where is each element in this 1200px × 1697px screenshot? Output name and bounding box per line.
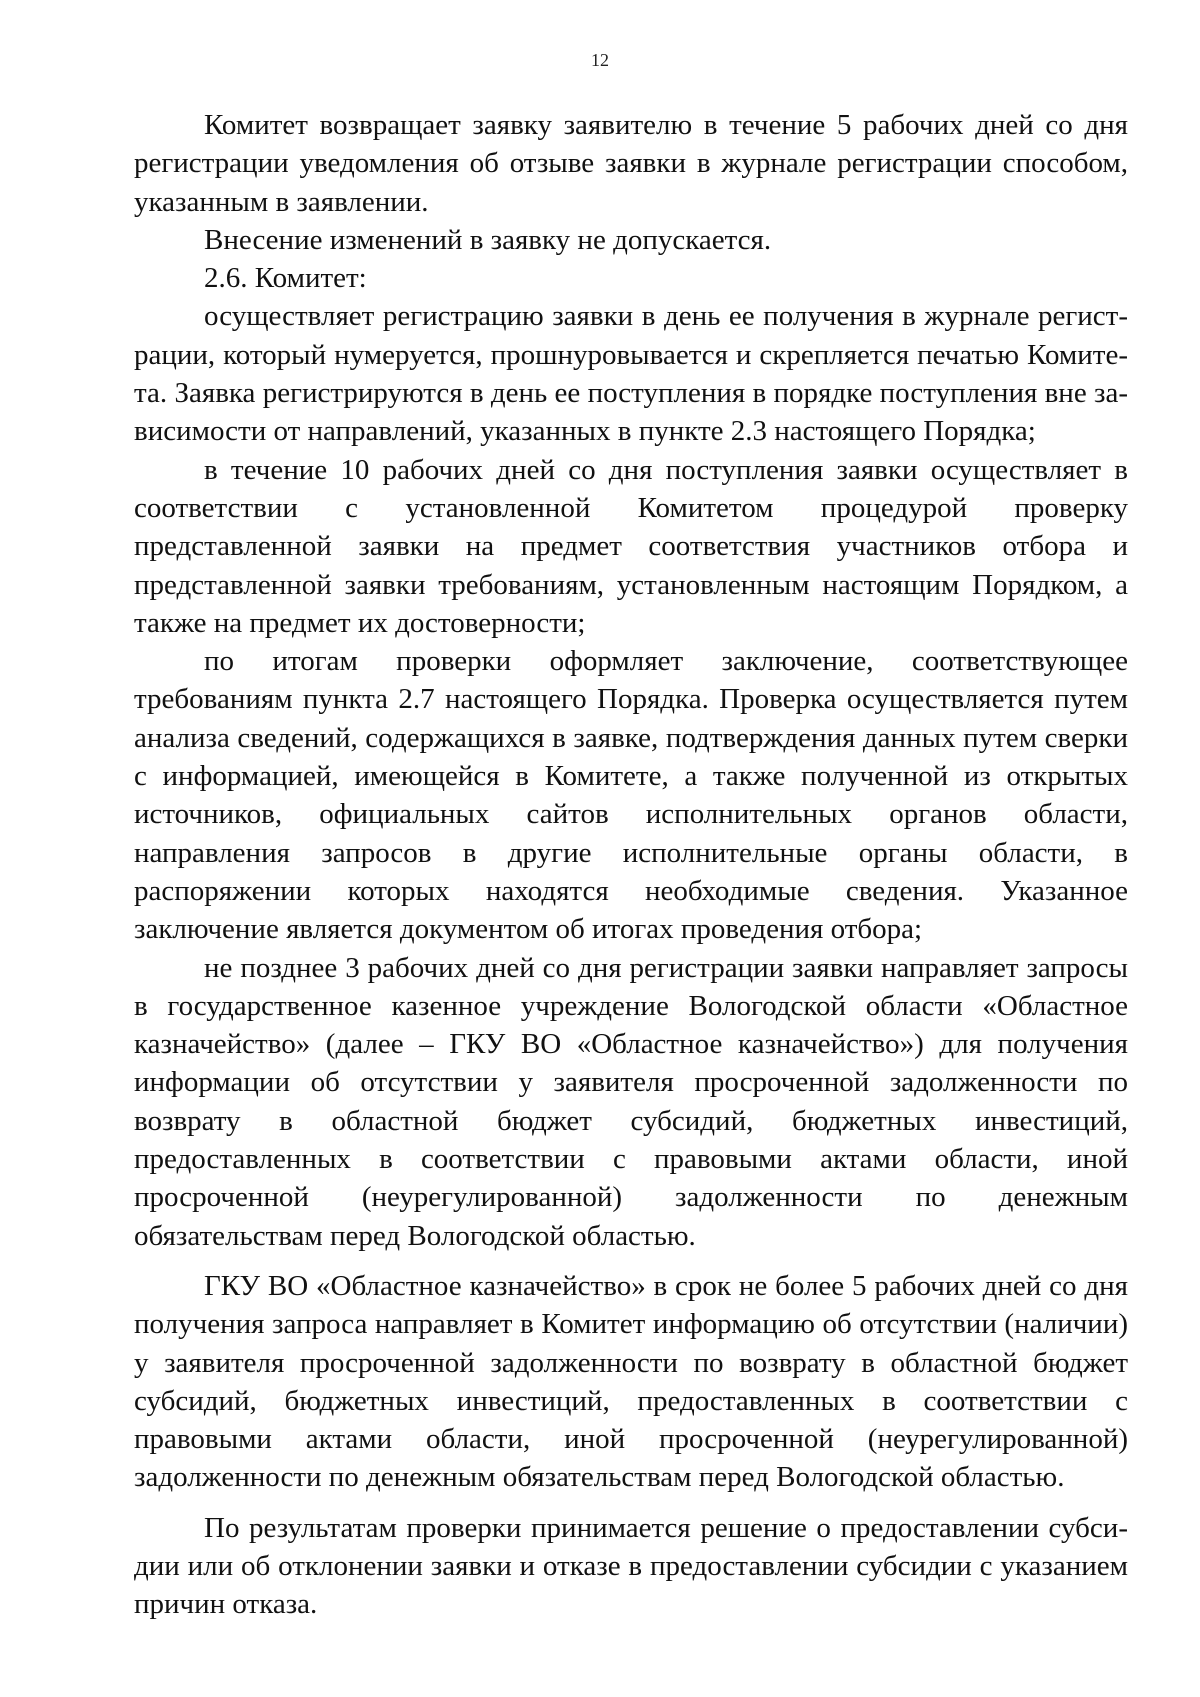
section-heading-2-6: 2.6. Комитет: <box>204 262 367 295</box>
paragraph-no-changes: Внесение изменений в заявку не допускается. <box>204 223 772 256</box>
paragraph-conclusion: по итогам проверки оформляет заключение, соответствующее требованиям пункта 2.7 настоящего Порядка. Проверка осуществляется путем анализа сведений, содержащихся в заявке, подтверждения данных путем сверки с информацией, имеющейся в Комитете, а также полученной из открытых источников, официальных сайтов исполнительных органов области, направления запросов в другие исполнительные органы области, в распоряжении которых находятся необходимые сведения. Указанное заключение является документом об итогах проведения отбора; <box>134 645 1128 946</box>
document-body <box>134 106 1128 1624</box>
paragraph-requests: не позднее 3 рабочих дней со дня регистрации заявки направляет запросы в государственное казенное учреждение Вологодской области «Областное казначейство» (далее – ГКУ ВО «Областное казначейство») для получения информации об отсутствии у заявителя просроченной задолженности по возврату в областной бюджет субсидий, бюджетных инвестиций, предоставленных в соответствии с правовыми актами области, иной просроченной (неурегулированной) задолженности по денежным обязательствам перед Вологодской областью. <box>134 951 1128 1252</box>
page-number: 12 <box>591 50 609 70</box>
paragraph-decision: По результатам проверки принимается решение о предоставлении субсидии или об отклонении заявки и отказе в предоставлении субсидии с указанием причин отказа. <box>134 1511 1128 1621</box>
paragraph-registration: осуществляет регистрацию заявки в день ее получения в журнале регистрации, который нумеруется, прошнуровывается и скрепляется печатью Комитета. Заявка регистрируются в день ее поступления в порядке поступления вне зависимости от направлений, указанных в пункте 2.3 настоящего Порядка; <box>134 300 1128 448</box>
paragraph-return-application: Комитет возвращает заявку заявителю в течение 5 рабочих дней со дня регистрации уведомления об отзыве заявки в журнале регистрации способом, указанным в заявлении. <box>134 109 1128 218</box>
paragraph-treasury-response: ГКУ ВО «Областное казначейство» в срок не более 5 рабочих дней со дня получения запроса направляет в Комитет информацию об отсутствии (наличии) у заявителя просроченной задолженности по возврату в областной бюджет субсидий, бюджетных инвестиций, предоставленных в соответствии с правовыми актами области, иной просроченной (неурегулированной) задолженности по денежным обязательствам перед Вологодской областью. <box>134 1269 1128 1494</box>
paragraph-verification: в течение 10 рабочих дней со дня поступления заявки осуществляет в соответствии с установленной Комитетом процедурой проверку представленной заявки на предмет соответствия участников отбора и представленной заявки требованиям, установленным настоящим Порядком, а также на предмет их достоверности; <box>134 453 1128 639</box>
